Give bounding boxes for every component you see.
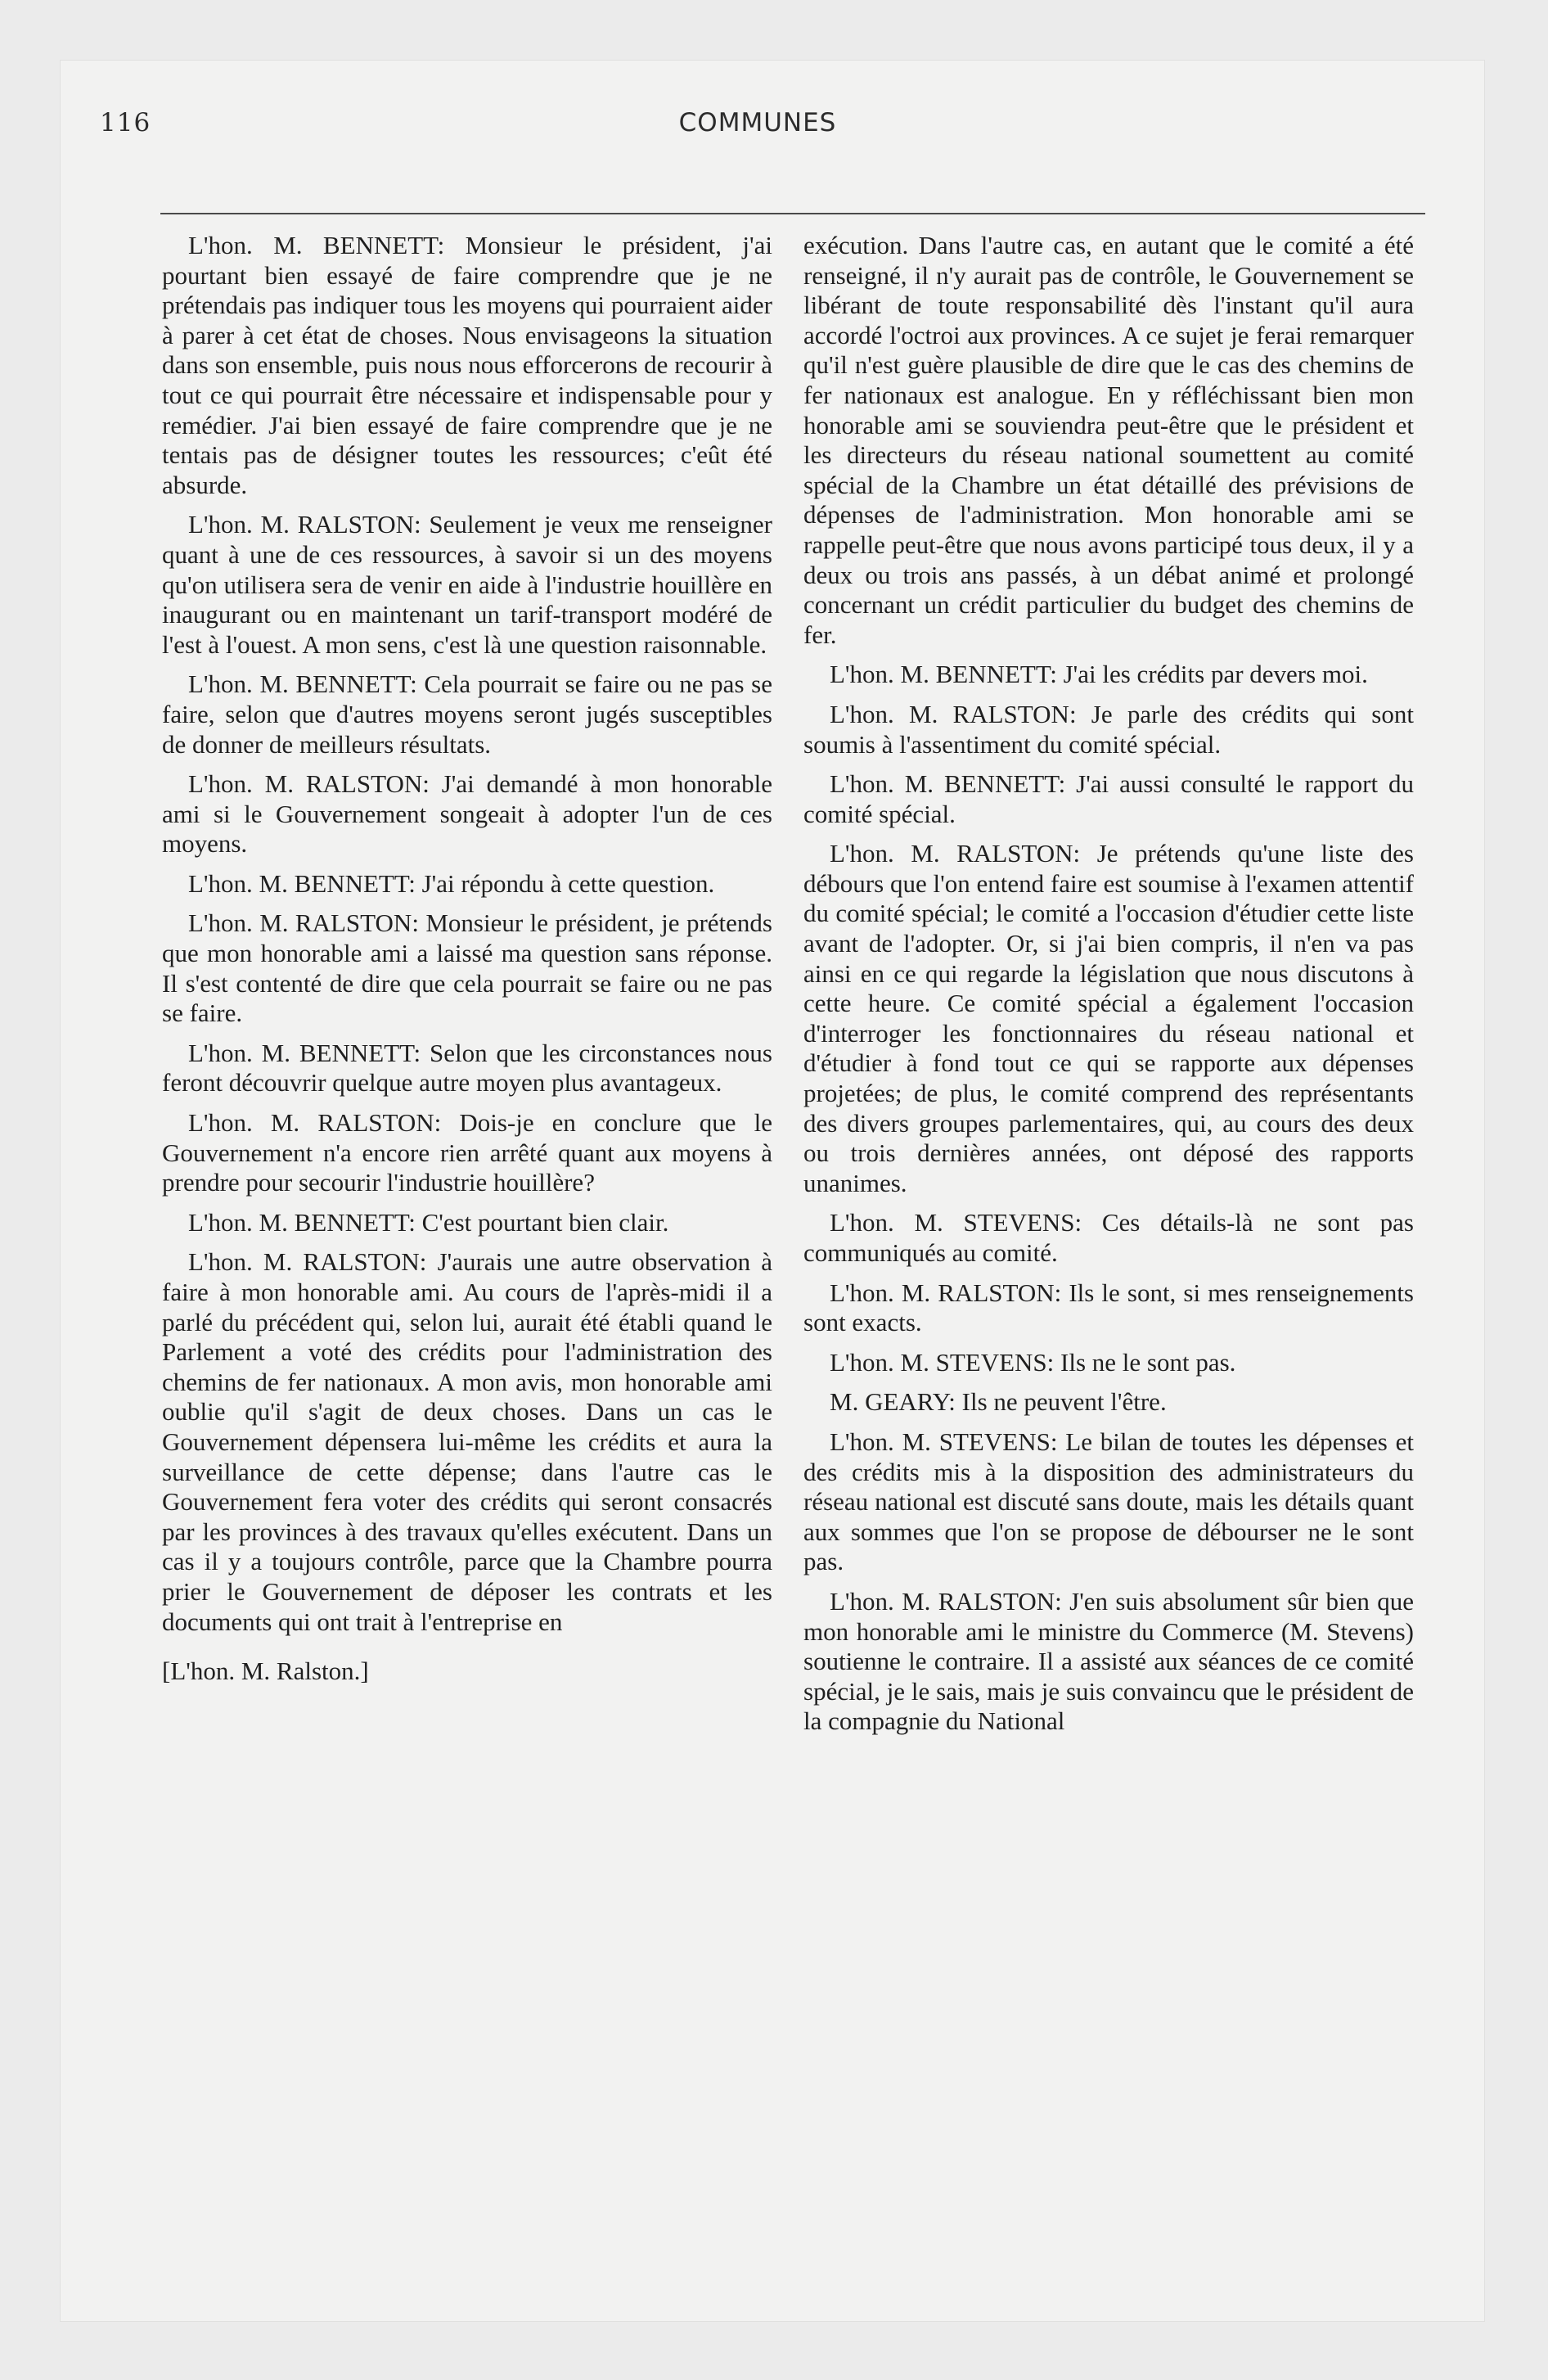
page-number: 116 (100, 108, 151, 137)
paragraph: L'hon. M. BENNETT: C'est pourtant bien clair. (188, 1207, 669, 1237)
paragraph: L'hon. M. RALSTON: Seulement je veux me renseigner quant à une de ces ressources, à savoir si un des moyens qu'on utilisera sera de venir en aide à l'industrie houillère en inaugurant ou en maintenant un tarif-transport modéré de l'est à l'ouest. A mon sens, c'est là une question raisonnable. (162, 510, 772, 659)
header-rule (160, 213, 1425, 214)
paragraph: L'hon. M. BENNETT: J'ai répondu à cette question. (188, 868, 715, 898)
paragraph: L'hon. M. RALSTON: Je prétends qu'une liste des débours que l'on entend faire est soumise à l'examen attentif du comité spécial; le comité a l'occasion d'étudier cette liste avant de l'adopter. Or, si j'ai bien compris, il n'en va pas ainsi en ce qui regarde la législation que nous discutons à cette heure. Ce comité spécial a également l'occasion d'interroger les fonctionnaires du réseau national et d'étudier à fond tout ce qui se rapporte aux dépenses projetées; de plus, le comité comprend des représentants des divers groupes parlementaires, qui, au cours des deux ou trois dernières années, ont déposé des rapports unanimes. (803, 839, 1414, 1197)
paragraph: L'hon. M. BENNETT: J'ai les crédits par devers moi. (830, 660, 1368, 689)
text-columns (0, 231, 1548, 2359)
paragraph: L'hon. M. BENNETT: J'ai aussi consulté le rapport du comité spécial. (803, 769, 1414, 828)
paragraph: L'hon. M. STEVENS: Ces détails-là ne sont pas communiqués au comité. (803, 1208, 1414, 1267)
paragraph: L'hon. M. BENNETT: Monsieur le président, j'ai pourtant bien essayé de faire comprendre que je ne prétendais pas indiquer tous les moyens qui pourraient aider à parer à cet état de choses. Nous envisageons la situation dans son ensemble, puis nous nous efforcerons de recourir à tout ce qui pourrait être nécessaire et indispensable pour y remédier. J'ai bien essayé de faire comprendre que je ne tentais pas de désigner toutes les ressources; c'eût été absurde. (162, 231, 772, 499)
paragraph: L'hon. M. RALSTON: Dois-je en conclure que le Gouvernement n'a encore rien arrêté quant aux moyens à prendre pour secourir l'industrie houillère? (162, 1108, 772, 1197)
page-title: COMMUNES (678, 108, 837, 137)
paragraph: L'hon. M. BENNETT: Cela pourrait se faire ou ne pas se faire, selon que d'autres moyens seront jugés susceptibles de donner de meilleurs résultats. (162, 669, 772, 759)
paragraph: L'hon. M. RALSTON: J'en suis absolument sûr bien que mon honorable ami le ministre du Commerce (M. Stevens) soutienne le contraire. Il a assisté aux séances de ce comité spécial, je le sais, mais je suis convaincu que le président de la compagnie du National (803, 1586, 1414, 1736)
paragraph: L'hon. M. RALSTON: J'ai demandé à mon honorable ami si le Gouvernement songeait à adopter l'un de ces moyens. (162, 769, 772, 859)
paragraph: L'hon. M. RALSTON: Monsieur le président, je prétends que mon honorable ami a laissé ma question sans réponse. Il s'est contenté de dire que cela pourrait se faire ou ne pas se faire. (162, 908, 772, 1028)
paragraph: L'hon. M. STEVENS: Ils ne le sont pas. (830, 1347, 1236, 1377)
paragraph: L'hon. M. RALSTON: Je parle des crédits qui sont soumis à l'assentiment du comité spécial. (803, 699, 1414, 759)
paragraph-continuation: exécution. Dans l'autre cas, en autant que le comité a été renseigné, il n'y aurait pas de contrôle, le Gouvernement se libérant de toute responsabilité dès l'instant qu'il aura accordé l'octroi aux provinces. A ce sujet je ferai remarquer qu'il n'est guère plausible de dire que le cas des chemins de fer nationaux est analogue. En y réfléchissant bien mon honorable ami se souviendra peut-être que le président et les directeurs du réseau national soumettent au comité spécial de la Chambre un état détaillé des prévisions de dépenses de l'administration. Mon honorable ami se rappelle peut-être que nous avons participé tous deux, il y a deux ou trois ans passés, à un débat animé et prolongé concernant un crédit particulier du budget des chemins de fer. (803, 231, 1414, 649)
speaker-attribution: [L'hon. M. Ralston.] (162, 1657, 369, 1686)
right-column (803, 231, 1414, 1747)
paragraph: L'hon. M. RALSTON: Ils le sont, si mes renseignements sont exacts. (803, 1278, 1414, 1337)
paragraph: L'hon. M. STEVENS: Le bilan de toutes les dépenses et des crédits mis à la disposition des administrateurs du réseau national est discuté sans doute, mais les détails quant aux sommes que l'on se propose de débourser ne le sont pas. (803, 1427, 1414, 1576)
left-column (162, 231, 772, 1697)
paragraph: M. GEARY: Ils ne peuvent l'être. (830, 1387, 1167, 1417)
paragraph: L'hon. M. BENNETT: Selon que les circonstances nous feront découvrir quelque autre moyen plus avantageux. (162, 1038, 772, 1098)
paragraph: L'hon. M. RALSTON: J'aurais une autre observation à faire à mon honorable ami. Au cours de l'après-midi il a parlé du précédent qui, selon lui, aurait été établi quand le Parlement a voté des crédits pour l'administration des chemins de fer nationaux. A mon avis, mon honorable ami oublie qu'il s'agit de deux choses. Dans un cas le Gouvernement dépensera lui-même les crédits et aura la surveillance de cette dépense; dans l'autre cas le Gouvernement fera voter des crédits qui seront consacrés par les provinces à des travaux qu'elles exécutent. Dans un cas il y a toujours contrôle, parce que la Chambre pourra prier le Gouvernement de déposer les contrats et les documents qui ont trait à l'entreprise en (162, 1247, 772, 1636)
running-head (100, 92, 1415, 137)
